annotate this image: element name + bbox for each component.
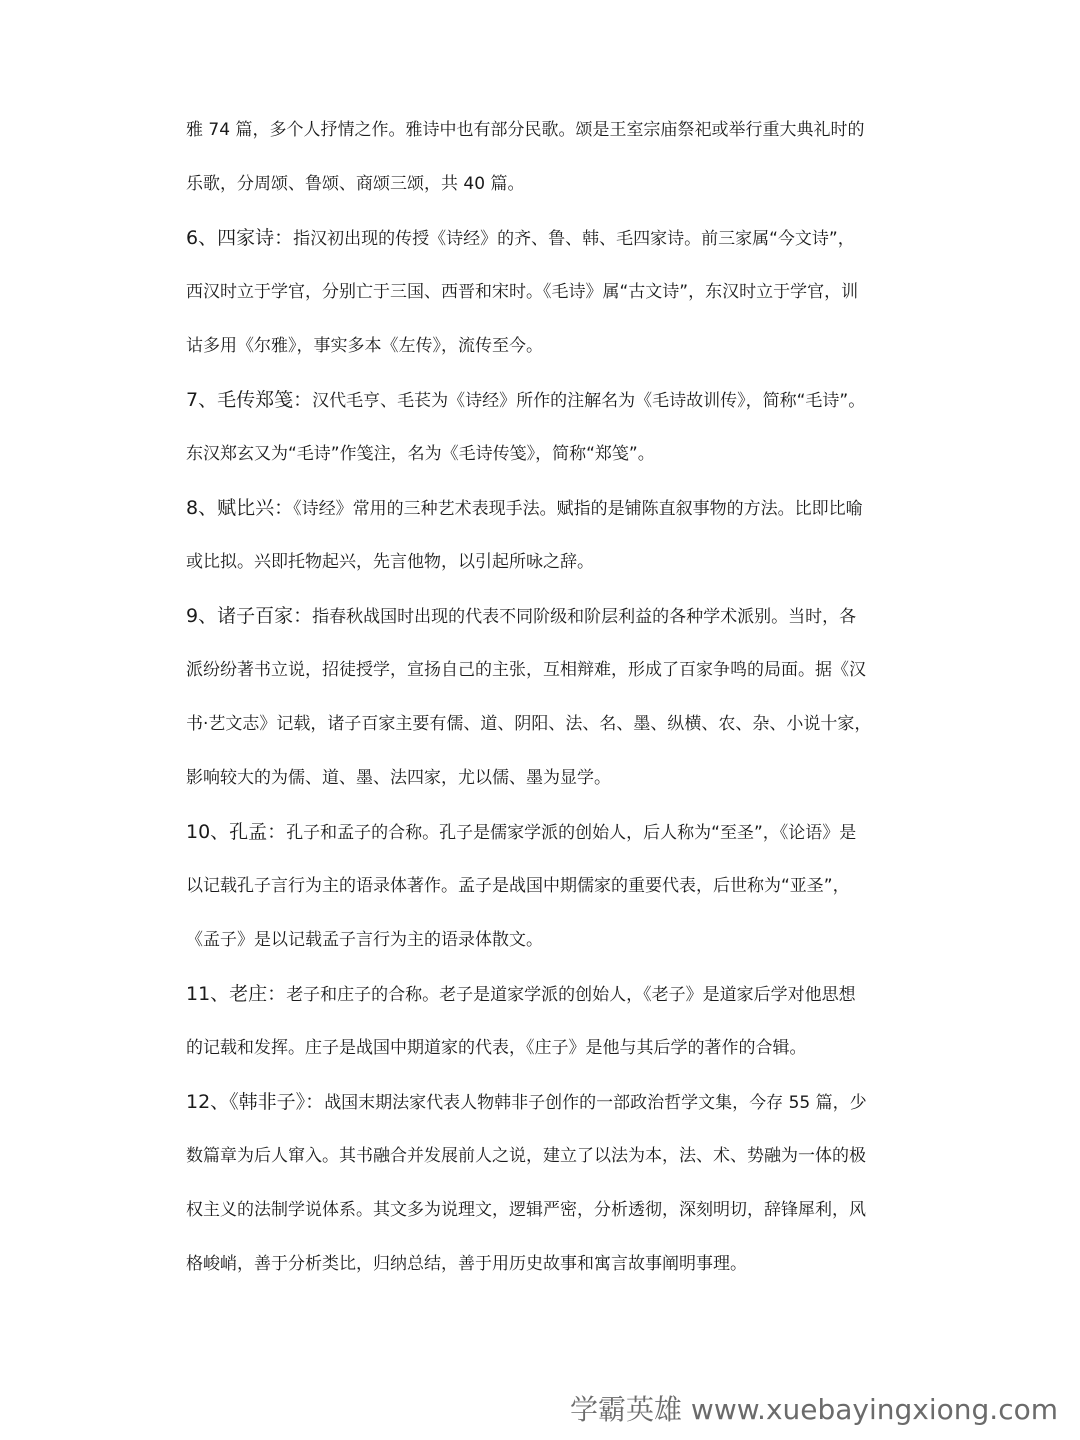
text-line: 权主义的法制学说体系。其文多为说理文，逻辑严密，分析透彻，深刻明切，辞锋犀利，风 xyxy=(186,1200,866,1220)
text-line: 乐歌，分周颂、鲁颂、商颂三颂，共 40 篇。 xyxy=(186,174,525,194)
text-line: 《孟子》是以记载孟子言行为主的语录体散文。 xyxy=(186,930,543,950)
entry-kong-meng xyxy=(186,805,898,967)
entry-text: 指汉初出现的传授《诗经》的齐、鲁、韩、毛四家诗。前三家属“今文诗”， xyxy=(293,229,855,249)
text-line: 东汉郑玄又为“毛诗”作笺注，名为《毛诗传笺》，简称“郑笺”。 xyxy=(186,444,655,464)
text-line: 数篇章为后人窜入。其书融合并发展前人之说，建立了以法为本，法、术、势融为一体的极 xyxy=(186,1146,866,1166)
entry-first-line xyxy=(186,373,898,427)
text-line: 以记载孔子言行为主的语录体著作。孟子是战国中期儒家的重要代表，后世称为“亚圣”， xyxy=(186,876,850,896)
entry-term: 8、赋比兴： xyxy=(186,497,294,519)
entry-text: 指春秋战国时出现的代表不同阶级和阶层利益的各种学术派别。当时，各 xyxy=(312,607,857,627)
text-line: 格峻峭，善于分析类比，归纳总结，善于用历史故事和寓言故事阐明事理。 xyxy=(186,1254,747,1274)
entry-lao-zhuang xyxy=(186,967,898,1075)
entry-first-line xyxy=(186,967,898,1021)
entry-han-fei-zi xyxy=(186,1075,898,1291)
entry-text: 战国末期法家代表人物韩非子创作的一部政治哲学文集，今存 55 篇，少 xyxy=(324,1093,867,1113)
entry-zhu-zi-bai-jia xyxy=(186,589,898,805)
entry-term: 11、老庄： xyxy=(186,983,287,1005)
entry-text: 《诗经》常用的三种艺术表现手法。赋指的是铺陈直叙事物的方法。比即比喻 xyxy=(293,499,863,519)
text-line: 书·艺文志》记载，诸子百家主要有儒、道、阴阳、法、名、墨、纵横、农、杂、小说十家， xyxy=(186,714,872,734)
text-line: 派纷纷著书立说，招徒授学，宣扬自己的主张，互相辩难，形成了百家争鸣的局面。据《汉 xyxy=(186,660,866,680)
entry-term: 6、四家诗： xyxy=(186,227,294,249)
entry-text: 孔子和孟子的合称。孔子是儒家学派的创始人，后人称为“至圣”，《论语》是 xyxy=(286,823,857,843)
entry-text: 汉代毛亨、毛苌为《诗经》所作的注解名为《毛诗故训传》，简称“毛诗”。 xyxy=(312,391,866,411)
document-body xyxy=(186,103,898,1291)
text-line: 诂多用《尔雅》，事实多本《左传》，流传至今。 xyxy=(186,336,543,356)
entry-first-line xyxy=(186,805,898,859)
entry-term: 12、《韩非子》： xyxy=(186,1091,325,1113)
text-line: 西汉时立于学官，分别亡于三国、西晋和宋时。《毛诗》属“古文诗”，东汉时立于学官，训 xyxy=(186,282,859,302)
entry-term: 10、孔孟： xyxy=(186,821,287,843)
entry-fu-bi-xing xyxy=(186,481,898,589)
site-watermark: 学霸英雄 www.xuebayingxiong.com xyxy=(570,1393,1058,1426)
entry-term: 7、毛传郑笺： xyxy=(186,389,313,411)
entry-first-line xyxy=(186,589,898,643)
text-line: 雅 74 篇，多个人抒情之作。雅诗中也有部分民歌。颂是王室宗庙祭祀或举行重大典礼时的 xyxy=(186,120,865,140)
entry-si-jia-shi xyxy=(186,211,898,373)
text-line: 或比拟。兴即托物起兴，先言他物，以引起所咏之辞。 xyxy=(186,552,594,572)
entry-first-line xyxy=(186,481,898,535)
text-line: 影响较大的为儒、道、墨、法四家，尤以儒、墨为显学。 xyxy=(186,768,611,788)
entry-text: 老子和庄子的合称。老子是道家学派的创始人，《老子》是道家后学对他思想 xyxy=(286,985,856,1005)
entry-mao-zhuan-zheng-jian xyxy=(186,373,898,481)
text-line: 的记载和发挥。庄子是战国中期道家的代表，《庄子》是他与其后学的著作的合辑。 xyxy=(186,1038,807,1058)
entry-term: 9、诸子百家： xyxy=(186,605,313,627)
entry-first-line xyxy=(186,1075,898,1129)
entry-first-line xyxy=(186,211,898,265)
